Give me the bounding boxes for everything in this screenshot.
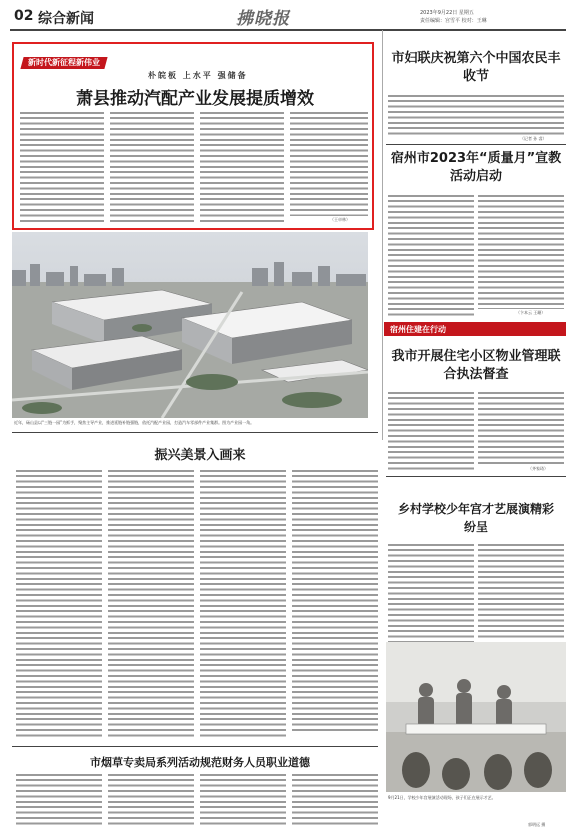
- story-youth-palace-body-2: [478, 542, 564, 638]
- story-property-inspection-body-1: [388, 390, 474, 470]
- story-tobacco-body-3: [200, 772, 286, 826]
- story-women-federation-author: （记者 孙 睿）: [520, 136, 547, 141]
- section-title: 综合新闻: [38, 11, 94, 27]
- story-quality-month-author: （卞本云 王珊）: [516, 310, 546, 315]
- column-divider: [382, 30, 383, 440]
- editor-line: 责任编辑：宫雪平 校对：王琳: [420, 18, 487, 24]
- lead-body-col-2: [110, 110, 194, 224]
- page-number: 02: [14, 8, 34, 24]
- story-tobacco-body-4: [292, 772, 378, 826]
- story-rural-revival-body-4: [292, 468, 378, 732]
- story-rural-revival-headline: 振兴美景入画来: [154, 448, 246, 463]
- story-youth-palace-headline: 乡村学校少年宫才艺展演精彩纷呈: [397, 502, 554, 534]
- story-tobacco-body-1: [16, 772, 102, 826]
- story-property-inspection-author: （齐家琦）: [528, 466, 548, 471]
- lead-body-col-3: [200, 110, 284, 224]
- industrial-park-photo: [12, 232, 368, 418]
- lead-body-col-4: [290, 110, 368, 216]
- story-rural-revival-body-1: [16, 468, 102, 740]
- youth-photo-caption: 9月21日，学校少年宫展演活动现场，孩子们正在展示才艺。: [388, 795, 496, 800]
- story-quality-month-headline: 宿州市2023年“质量月”宣教活动启动: [390, 151, 562, 184]
- story-property-inspection-body-2: [478, 390, 564, 464]
- story-rural-revival-body-2: [108, 468, 194, 740]
- story-women-federation-body: [388, 93, 564, 135]
- lead-byline: 朴皖板 上水平 强储备: [148, 71, 248, 80]
- story-women-federation-headline: 市妇联庆祝第六个中国农民丰收节: [391, 51, 561, 84]
- lead-photo-caption: 近年，砀山县以“三链一园”为抓手，聚焦主导产业，推进延链补链强链，依托汽配产业园，打造汽车零部件产业集群。图为产业园一角。: [14, 420, 255, 425]
- lead-body-col-1: [20, 110, 104, 224]
- housing-band-kicker: 宿州住建在行动: [390, 325, 446, 334]
- story-quality-month-body-2: [478, 193, 564, 309]
- masthead-logo: 拂晓报: [236, 9, 290, 29]
- lead-kicker: 新时代新征程新伟业: [22, 50, 106, 69]
- youth-performance-photo: [386, 642, 566, 792]
- lead-headline: 萧县推动汽配产业发展提质增效: [76, 89, 314, 109]
- issue-date: 2023年9月22日 星期五: [420, 10, 474, 16]
- masthead-rule: [10, 29, 566, 31]
- story-property-inspection-headline: 我市开展住宅小区物业管理联合执法督查: [391, 349, 561, 382]
- story-tobacco-body-2: [108, 772, 194, 826]
- story-quality-month-body-1: [388, 193, 474, 317]
- story-tobacco-headline: 市烟草专卖局系列活动规范财务人员职业道德: [90, 756, 310, 769]
- photo-credit: 郭明远 摄: [528, 822, 546, 827]
- story-rural-revival-body-3: [200, 468, 286, 740]
- lead-author-tag: （王卓林）: [330, 217, 350, 222]
- story-youth-palace-body-1: [388, 542, 474, 642]
